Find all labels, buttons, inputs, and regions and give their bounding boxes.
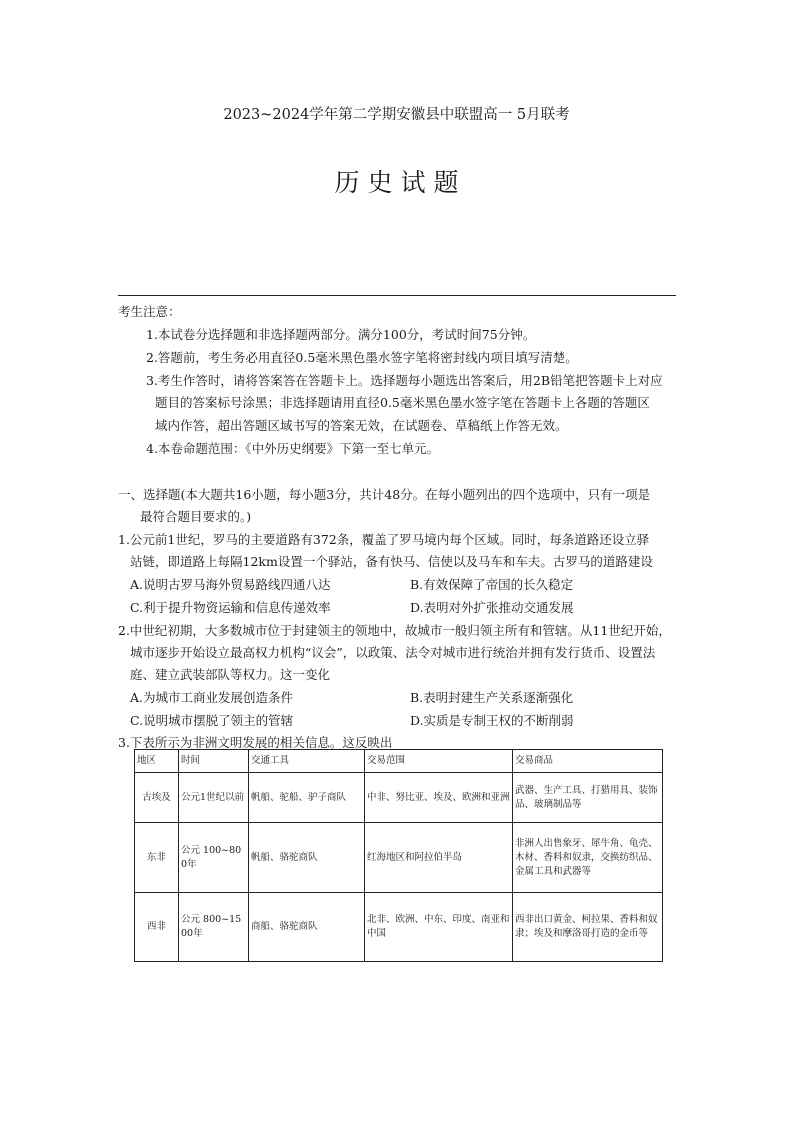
table-header: 时间	[179, 750, 249, 773]
notice-item-4: 4.本卷命题范围：《中外历史纲要》下第一至七单元。	[146, 441, 440, 456]
section-heading: 一、选择题(本大题共16小题，每小题3分，共计48分。在每小题列出的四个选项中，只有一项是	[118, 487, 651, 502]
table-cell-goods: 武器、生产工具、打猎用具、装饰品、玻璃制品等	[513, 773, 663, 823]
table-header-row	[135, 750, 663, 773]
table-cell-scope: 中非、努比亚、埃及、欧洲和亚洲	[365, 773, 513, 823]
table-header: 交易商品	[513, 750, 663, 773]
table-header: 交通工具	[249, 750, 365, 773]
notice-item-3-cont-2: 域内作答，超出答题区域书写的答案无效，在试题卷、草稿纸上作答无效。	[155, 418, 568, 433]
table-cell-region: 古埃及	[135, 773, 179, 823]
table-cell-goods: 西非出口黄金、柯拉果、香料和奴隶；埃及和摩洛哥打造的金币等	[513, 893, 663, 962]
table-cell-goods: 非洲人出售象牙、犀牛角、龟壳、木材、香料和奴隶，交换纺织品、金属工具和武器等	[513, 823, 663, 893]
table-cell-scope: 红海地区和阿拉伯半岛	[365, 823, 513, 893]
table-cell-scope: 北非、欧洲、中东、印度、南亚和中国	[365, 893, 513, 962]
table-cell-time: 公元1世纪以前	[179, 773, 249, 823]
question-2-option-d: D.实质是专制王权的不断削弱	[410, 713, 574, 728]
table-row	[135, 893, 663, 962]
question-2-option-b: B.表明封建生产关系逐渐强化	[410, 690, 574, 705]
africa-trade-table	[134, 749, 663, 962]
question-1-option-c: C.利于提升物资运输和信息传递效率	[130, 600, 331, 615]
table-cell-time: 公元 800~1500年	[179, 893, 249, 962]
table-row	[135, 773, 663, 823]
notice-item-3: 3.考生作答时，请将答案答在答题卡上。选择题每小题选出答案后，用2B铅笔把答题卡上对应	[146, 373, 663, 388]
table-cell-transport: 帆船、驼船、驴子商队	[249, 773, 365, 823]
exam-header: 2023~2024学年第二学期安徽县中联盟高一 5月联考	[223, 107, 570, 123]
question-2-stem: 2.中世纪初期，大多数城市位于封建领主的领地中，故城市一般归领主所有和管辖。从11世纪开始，	[118, 623, 671, 638]
table-header: 地区	[135, 750, 179, 773]
table-row	[135, 823, 663, 893]
notice-item-3-cont-1: 题目的答案标号涂黑；非选择题请用直径0.5毫米黑色墨水签字笔在答题卡上各题的答题区	[155, 395, 650, 410]
table-cell-time: 公元 100~800年	[179, 823, 249, 893]
table-cell-region: 西非	[135, 893, 179, 962]
question-2-option-a: A.为城市工商业发展创造条件	[130, 690, 294, 705]
table-cell-transport: 帆船、骆驼商队	[249, 823, 365, 893]
table-cell-region: 东非	[135, 823, 179, 893]
question-3-stem: 3.下表所示为非洲文明发展的相关信息。这反映出	[118, 735, 393, 750]
question-1-option-a: A.说明古罗马海外贸易路线四通八达	[130, 577, 331, 592]
table-cell-transport: 商船、骆驼商队	[249, 893, 365, 962]
header-rule	[118, 295, 676, 296]
notice-item-1: 1.本试卷分选择题和非选择题两部分。满分100分，考试时间75分钟。	[146, 327, 536, 342]
question-1-option-b: B.有效保障了帝国的长久稳定	[410, 577, 574, 592]
notice-title: 考生注意：	[118, 304, 181, 319]
question-2-stem-cont-2: 庭、建立武装部队等权力。这一变化	[130, 667, 331, 682]
section-heading-cont: 最符合题目要求的。)	[140, 509, 252, 524]
question-1-option-d: D.表明对外扩张推动交通发展	[410, 600, 574, 615]
question-1-stem-cont: 站链，即道路上每隔12km设置一个驿站，备有快马、信使以及马车和车夫。古罗马的道路建设	[130, 554, 653, 569]
notice-item-2: 2.答题前，考生务必用直径0.5毫米黑色墨水签字笔将密封线内项目填写清楚。	[146, 350, 578, 365]
question-1-stem: 1.公元前1世纪，罗马的主要道路有372条，覆盖了罗马境内每个区域。同时，每条道路还设立驿	[118, 532, 650, 547]
subject-title: 历史试题	[334, 168, 467, 197]
question-2-option-c: C.说明城市摆脱了领主的管辖	[130, 713, 294, 728]
question-2-stem-cont-1: 城市逐步开始设立最高权力机构“议会”，以政策、法令对城市进行统治并拥有发行货币、设置法	[130, 645, 656, 660]
table-header: 交易范围	[365, 750, 513, 773]
